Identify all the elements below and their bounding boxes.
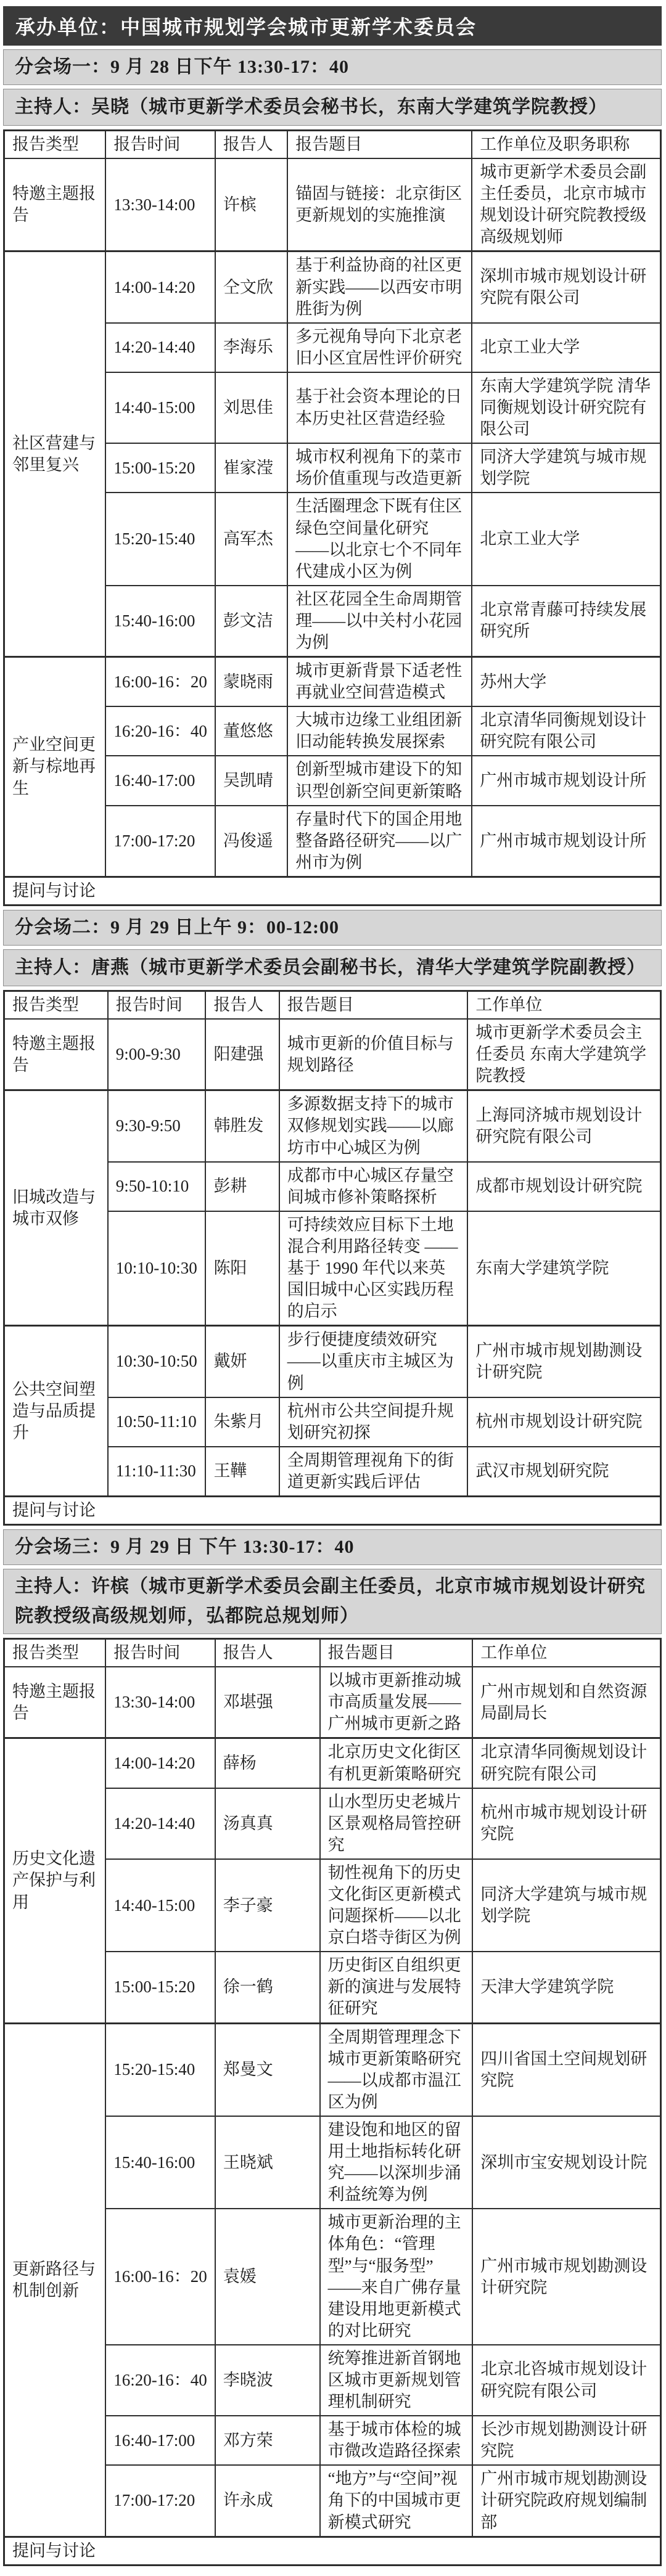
organization-cell: 苏州大学	[472, 657, 660, 707]
table-row	[4, 1326, 661, 1397]
organization-cell: 广州市城市规划勘测设计研究院	[467, 1326, 660, 1397]
sessions-root	[3, 49, 662, 2566]
column-header-organization: 工作单位	[472, 1639, 660, 1667]
report-time-cell: 14:20-14:40	[105, 323, 215, 372]
speaker-name-cell: 李子豪	[215, 1859, 320, 1952]
report-title-cell: 多元视角导向下北京老旧小区宜居性评价研究	[287, 323, 472, 372]
column-header-report-type: 报告类型	[4, 1639, 106, 1667]
organization-cell: 广州市城市规划勘测设计研究院政府规划编制部	[472, 2465, 660, 2537]
speaker-name-cell: 董悠悠	[215, 706, 287, 756]
discussion-cell: 提问与讨论	[4, 877, 661, 905]
column-header-report-type: 报告类型	[4, 131, 106, 159]
report-title-cell: 杭州市公共空间提升规划研究初探	[279, 1397, 468, 1447]
speaker-name-cell: 崔家滢	[215, 443, 287, 493]
report-type-cell: 特邀主题报告	[4, 1019, 108, 1090]
organization-cell: 杭州市规划设计研究院	[467, 1397, 660, 1447]
discussion-cell: 提问与讨论	[4, 1496, 661, 1524]
report-title-cell: 山水型历史老城片区景观格局管控研究	[320, 1788, 473, 1859]
organization-cell: 深圳市城市规划设计研究院有限公司	[472, 251, 660, 323]
report-type-cell: 历史文化遗产保护与利用	[4, 1738, 106, 2023]
speaker-name-cell: 吴凯晴	[215, 756, 287, 805]
report-title-cell: 基于社会资本理论的日本历史社区营造经验	[287, 372, 472, 443]
report-time-cell: 9:00-9:30	[108, 1019, 206, 1090]
table-row	[4, 2023, 661, 2116]
session-1-host-bar: 主持人：吴晓（城市更新学术委员会秘书长，东南大学建筑学院教授）	[3, 89, 662, 126]
speaker-name-cell: 彭文洁	[215, 586, 287, 657]
speaker-name-cell: 李海乐	[215, 323, 287, 372]
organization-cell: 同济大学建筑与城市规划学院	[472, 1859, 660, 1952]
table-row	[4, 251, 661, 323]
table-row	[4, 1738, 661, 1788]
report-time-cell: 14:40-15:00	[105, 1859, 215, 1952]
organization-cell: 广州市城市规划设计所	[472, 806, 660, 877]
column-header-report-title: 报告题目	[287, 131, 472, 159]
speaker-name-cell: 薛杨	[215, 1738, 320, 1788]
report-time-cell: 10:10-10:30	[108, 1211, 206, 1326]
speaker-name-cell: 仝文欣	[215, 251, 287, 323]
organization-cell: 长沙市规划勘测设计研究院	[472, 2416, 660, 2465]
report-title-cell: 统筹推进新首钢地区城市更新规划管理机制研究	[320, 2345, 473, 2416]
report-title-cell: 步行便捷度绩效研究——以重庆市主城区为例	[279, 1326, 468, 1397]
speaker-name-cell: 韩胜发	[205, 1090, 279, 1162]
report-type-cell: 特邀主题报告	[4, 158, 106, 251]
organization-cell: 武汉市规划研究院	[467, 1447, 660, 1497]
speaker-name-cell: 冯俊遥	[215, 806, 287, 877]
report-title-cell: 基于城市体检的城市微改造路径探索	[320, 2416, 473, 2465]
organization-cell: 成都市规划设计研究院	[467, 1162, 660, 1211]
report-time-cell: 16:40-17:00	[105, 2416, 215, 2465]
speaker-name-cell: 蒙晓雨	[215, 657, 287, 707]
organization-cell: 北京清华同衡规划设计研究院有限公司	[472, 1738, 660, 1788]
column-header-speaker: 报告人	[215, 131, 287, 159]
organization-cell: 四川省国土空间规划研究院	[472, 2023, 660, 2116]
column-header-organization: 工作单位	[467, 991, 660, 1020]
organization-cell: 广州市城市规划勘测设计研究院	[472, 2209, 660, 2345]
report-time-cell: 11:10-11:30	[108, 1447, 206, 1497]
speaker-name-cell: 阳建强	[205, 1019, 279, 1090]
table-row	[4, 1019, 661, 1090]
table-row	[4, 1090, 661, 1162]
organization-cell: 东南大学建筑学院 清华同衡规划设计研究院有限公司	[472, 372, 660, 443]
speaker-name-cell: 王鞾	[205, 1447, 279, 1497]
report-time-cell: 17:00-17:20	[105, 2465, 215, 2537]
session-3-schedule-table	[3, 1638, 662, 2566]
column-header-report-time: 报告时间	[108, 991, 206, 1020]
report-time-cell: 15:20-15:40	[105, 493, 215, 585]
report-title-cell: 全周期管理视角下的街道更新实践后评估	[279, 1447, 468, 1497]
speaker-name-cell: 汤真真	[215, 1788, 320, 1859]
report-time-cell: 16:40-17:00	[105, 756, 215, 805]
report-time-cell: 17:00-17:20	[105, 806, 215, 877]
report-title-cell: 创新型城市建设下的知识型创新空间更新策略	[287, 756, 472, 805]
organization-cell: 广州市规划和自然资源局副局长	[472, 1667, 660, 1738]
session-3-header-row	[4, 1639, 661, 1667]
report-title-cell: 成都市中心城区存量空间城市修补策略探析	[279, 1162, 468, 1211]
speaker-name-cell: 朱紫月	[205, 1397, 279, 1447]
report-type-cell: 公共空间塑造与品质提升	[4, 1326, 108, 1497]
speaker-name-cell: 邓方荣	[215, 2416, 320, 2465]
report-time-cell: 15:40-16:00	[105, 586, 215, 657]
speaker-name-cell: 郑曼文	[215, 2023, 320, 2116]
report-title-cell: 多源数据支持下的城市双修规划实践——以廊坊市中心城区为例	[279, 1090, 468, 1162]
report-type-cell: 社区营建与邻里复兴	[4, 251, 106, 657]
report-title-cell: 城市更新治理的主体角色：“管理型”与“服务型” ——来自广佛存量建设用地更新模式的对比研究	[320, 2209, 473, 2345]
report-time-cell: 9:50-10:10	[108, 1162, 206, 1211]
table-row	[4, 657, 661, 707]
table-row	[4, 1667, 661, 1738]
speaker-name-cell: 刘思佳	[215, 372, 287, 443]
organization-cell: 上海同济城市规划设计研究院有限公司	[467, 1090, 660, 1162]
report-title-cell: 城市更新背景下适老性再就业空间营造模式	[287, 657, 472, 707]
organization-cell: 北京北咨城市规划设计研究院有限公司	[472, 2345, 660, 2416]
organization-cell: 同济大学建筑与城市规划学院	[472, 443, 660, 493]
report-title-cell: 城市更新的价值目标与规划路径	[279, 1019, 468, 1090]
speaker-name-cell: 高军杰	[215, 493, 287, 585]
session-1-header-row	[4, 131, 661, 159]
report-title-cell: 可持续效应目标下土地混合利用路径转变 ——基于 1990 年代以来英国旧城中心区实践历程的启示	[279, 1211, 468, 1326]
speaker-name-cell: 王晓斌	[215, 2116, 320, 2209]
column-header-speaker: 报告人	[205, 991, 279, 1020]
report-title-cell: 大城市边缘工业组团新旧动能转换发展探索	[287, 706, 472, 756]
speaker-name-cell: 戴妍	[205, 1326, 279, 1397]
report-time-cell: 16:20-16：40	[105, 2345, 215, 2416]
organization-cell: 天津大学建筑学院	[472, 1952, 660, 2023]
report-time-cell: 10:30-10:50	[108, 1326, 206, 1397]
report-title-cell: 城市权利视角下的菜市场价值重现与改造更新	[287, 443, 472, 493]
organization-cell: 城市更新学术委员会主任委员 东南大学建筑学院教授	[467, 1019, 660, 1090]
report-title-cell: 基于利益协商的社区更新实践——以西安市明胜街为例	[287, 251, 472, 323]
session-1-title-bar: 分会场一：9 月 28 日下午 13:30-17：40	[3, 49, 662, 85]
report-title-cell: 生活圈理念下既有住区绿色空间量化研究 ——以北京七个不同年代建成小区为例	[287, 493, 472, 585]
speaker-name-cell: 许槟	[215, 158, 287, 251]
report-time-cell: 16:00-16：20	[105, 2209, 215, 2345]
report-time-cell: 10:50-11:10	[108, 1397, 206, 1447]
speaker-name-cell: 邓堪强	[215, 1667, 320, 1738]
report-title-cell: “地方”与“空间”视角下的中国城市更新模式研究	[320, 2465, 473, 2537]
report-title-cell: 社区花园全生命周期管理——以中关村小花园为例	[287, 586, 472, 657]
organization-cell: 北京工业大学	[472, 493, 660, 585]
column-header-speaker: 报告人	[215, 1639, 320, 1667]
organization-cell: 东南大学建筑学院	[467, 1211, 660, 1326]
speaker-name-cell: 袁媛	[215, 2209, 320, 2345]
session-3-title-bar: 分会场三：9 月 29 日 下午 13:30-17：40	[3, 1529, 662, 1565]
report-title-cell: 历史街区自组织更新的演进与发展特征研究	[320, 1952, 473, 2023]
speaker-name-cell: 陈阳	[205, 1211, 279, 1326]
organization-cell: 北京清华同衡规划设计研究院有限公司	[472, 706, 660, 756]
session-1-schedule-table	[3, 129, 662, 906]
report-time-cell: 14:00-14:20	[105, 251, 215, 323]
column-header-report-title: 报告题目	[279, 991, 468, 1020]
column-header-report-title: 报告题目	[320, 1639, 473, 1667]
report-title-cell: 存量时代下的国企用地整备路径研究——以广州市为例	[287, 806, 472, 877]
report-title-cell: 以城市更新推动城市高质量发展——广州城市更新之路	[320, 1667, 473, 1738]
report-time-cell: 15:40-16:00	[105, 2116, 215, 2209]
report-type-cell: 产业空间更新与棕地再生	[4, 657, 106, 877]
report-title-cell: 锚固与链接：北京街区更新规划的实施推演	[287, 158, 472, 251]
speaker-name-cell: 彭耕	[205, 1162, 279, 1211]
organization-cell: 北京工业大学	[472, 323, 660, 372]
organization-cell: 北京常青藤可持续发展研究所	[472, 586, 660, 657]
session-2-discussion-row	[4, 1496, 661, 1524]
speaker-name-cell: 李晓波	[215, 2345, 320, 2416]
report-time-cell: 15:00-15:20	[105, 1952, 215, 2023]
speaker-name-cell: 许永成	[215, 2465, 320, 2537]
report-title-cell: 韧性视角下的历史文化街区更新模式问题探析——以北京白塔寺街区为例	[320, 1859, 473, 1952]
table-row	[4, 158, 661, 251]
report-time-cell: 13:30-14:00	[105, 158, 215, 251]
report-time-cell: 15:20-15:40	[105, 2023, 215, 2116]
session-2-host-bar: 主持人：唐燕（城市更新学术委员会副秘书长，清华大学建筑学院副教授）	[3, 949, 662, 986]
report-time-cell: 14:00-14:20	[105, 1738, 215, 1788]
session-1-discussion-row	[4, 877, 661, 905]
session-3-discussion-row	[4, 2537, 661, 2565]
report-time-cell: 15:00-15:20	[105, 443, 215, 493]
organization-cell: 城市更新学术委员会副主任委员，北京市城市规划设计研究院教授级高级规划师	[472, 158, 660, 251]
report-title-cell: 北京历史文化街区有机更新策略研究	[320, 1738, 473, 1788]
organization-cell: 广州市城市规划设计所	[472, 756, 660, 805]
report-type-cell: 更新路径与机制创新	[4, 2023, 106, 2537]
session-3-host-bar: 主持人：许槟（城市更新学术委员会副主任委员，北京市城市规划设计研究院教授级高级规划师，弘都院总规划师）	[3, 1569, 662, 1634]
session-2-header-row	[4, 991, 661, 1020]
report-type-cell: 旧城改造与城市双修	[4, 1090, 108, 1326]
report-title-cell: 建设饱和地区的留用土地指标转化研究——以深圳步涌利益统筹为例	[320, 2116, 473, 2209]
session-2-schedule-table	[3, 990, 662, 1526]
report-time-cell: 16:20-16：40	[105, 706, 215, 756]
report-time-cell: 13:30-14:00	[105, 1667, 215, 1738]
report-type-cell: 特邀主题报告	[4, 1667, 106, 1738]
report-time-cell: 9:30-9:50	[108, 1090, 206, 1162]
speaker-name-cell: 徐一鹤	[215, 1952, 320, 2023]
report-title-cell: 全周期管理理念下城市更新策略研究 ——以成都市温江区为例	[320, 2023, 473, 2116]
report-time-cell: 14:40-15:00	[105, 372, 215, 443]
organizer-bar: 承办单位：中国城市规划学会城市更新学术委员会	[3, 6, 662, 46]
report-time-cell: 14:20-14:40	[105, 1788, 215, 1859]
organization-cell: 杭州市城市规划设计研究院	[472, 1788, 660, 1859]
column-header-organization: 工作单位及职务职称	[472, 131, 660, 159]
organization-cell: 深圳市宝安规划设计院	[472, 2116, 660, 2209]
discussion-cell: 提问与讨论	[4, 2537, 661, 2565]
session-2-title-bar: 分会场二：9 月 29 日上午 9：00-12:00	[3, 910, 662, 946]
report-time-cell: 16:00-16：20	[105, 657, 215, 707]
column-header-report-type: 报告类型	[4, 991, 108, 1020]
column-header-report-time: 报告时间	[105, 131, 215, 159]
column-header-report-time: 报告时间	[105, 1639, 215, 1667]
